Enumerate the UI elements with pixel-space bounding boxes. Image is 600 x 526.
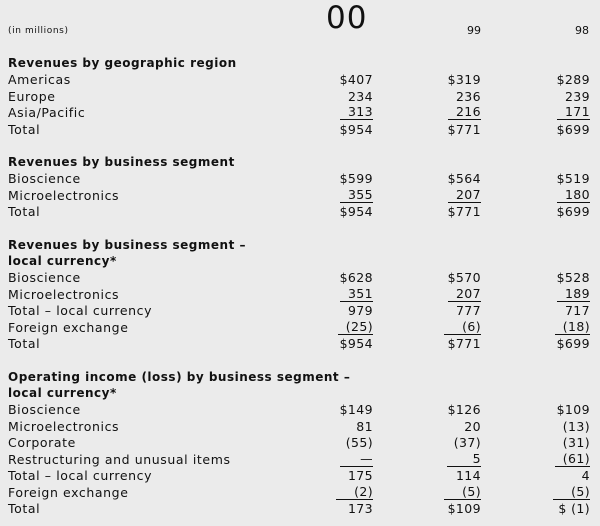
value-cell: 234	[347, 89, 373, 104]
row-label: Total	[8, 204, 41, 219]
value-cell: (5)	[553, 485, 590, 500]
value-cell: (37)	[453, 435, 481, 450]
section-title-operating-income-line2: local currency*	[8, 386, 117, 400]
value-cell: 717	[564, 303, 590, 318]
row-label: Bioscience	[8, 270, 81, 285]
value-cell: 20	[464, 419, 481, 434]
value-cell: $699	[556, 122, 590, 137]
section-title-segment-local-line1: Revenues by business segment –	[8, 238, 246, 252]
value-cell: $954	[339, 204, 373, 219]
value-cell: (18)	[555, 320, 590, 335]
value-cell: 81	[356, 419, 373, 434]
year-1998-heading: 98	[575, 24, 589, 37]
value-cell: $570	[447, 270, 481, 285]
row-label: Foreign exchange	[8, 320, 129, 335]
row-label: Bioscience	[8, 402, 81, 417]
value-cell: $771	[447, 204, 481, 219]
value-cell: (25)	[338, 320, 373, 335]
value-cell: 239	[564, 89, 590, 104]
section-title-segment-local-line2: local currency*	[8, 254, 117, 268]
row-label: Americas	[8, 72, 71, 87]
row-label: Total – local currency	[8, 468, 153, 483]
year-2000-heading: 00	[326, 0, 368, 36]
value-cell: 207	[448, 188, 481, 203]
value-cell: $407	[339, 72, 373, 87]
row-label: Corporate	[8, 435, 76, 450]
row-label: Total	[8, 336, 41, 351]
value-cell: $628	[339, 270, 373, 285]
value-cell: $699	[556, 336, 590, 351]
row-label: Microelectronics	[8, 287, 120, 302]
row-label: Asia/Pacific	[8, 105, 86, 120]
value-cell: (2)	[336, 485, 373, 500]
value-cell: $ (1)	[558, 501, 590, 516]
value-cell: (31)	[562, 435, 590, 450]
value-cell: $149	[339, 402, 373, 417]
value-cell: $771	[447, 336, 481, 351]
row-label: Europe	[8, 89, 56, 104]
value-cell: (55)	[345, 435, 373, 450]
row-label: Microelectronics	[8, 188, 120, 203]
value-cell: 777	[455, 303, 481, 318]
value-cell: (5)	[444, 485, 481, 500]
value-cell: (6)	[444, 320, 481, 335]
value-cell: $519	[556, 171, 590, 186]
row-label: Total	[8, 122, 41, 137]
section-title-geographic: Revenues by geographic region	[8, 56, 237, 70]
value-cell: 5	[447, 452, 481, 467]
value-cell: $954	[339, 336, 373, 351]
value-cell: 351	[340, 287, 373, 302]
row-label: Foreign exchange	[8, 485, 129, 500]
section-title-business-segment: Revenues by business segment	[8, 155, 235, 169]
value-cell: 355	[340, 188, 373, 203]
value-cell: $528	[556, 270, 590, 285]
value-cell: 173	[347, 501, 373, 516]
value-cell: $289	[556, 72, 590, 87]
value-cell: $954	[339, 122, 373, 137]
value-cell: $771	[447, 122, 481, 137]
row-label: Microelectronics	[8, 419, 120, 434]
value-cell: 216	[448, 105, 481, 120]
value-cell: $109	[556, 402, 590, 417]
value-cell: $126	[447, 402, 481, 417]
row-label: Restructuring and unusual items	[8, 452, 231, 467]
value-cell: 979	[347, 303, 373, 318]
value-cell: $699	[556, 204, 590, 219]
row-label: Bioscience	[8, 171, 81, 186]
value-cell: 180	[557, 188, 590, 203]
year-1999-heading: 99	[467, 24, 481, 37]
value-cell: (13)	[562, 419, 590, 434]
row-label: Total	[8, 501, 41, 516]
value-cell: 236	[455, 89, 481, 104]
value-cell: 189	[557, 287, 590, 302]
value-cell: 207	[448, 287, 481, 302]
value-cell: $319	[447, 72, 481, 87]
value-cell: (61)	[555, 452, 590, 467]
units-note: (in millions)	[8, 26, 69, 36]
value-cell: 4	[581, 468, 590, 483]
section-title-operating-income-line1: Operating income (loss) by business segment –	[8, 370, 351, 384]
value-cell: $564	[447, 171, 481, 186]
value-cell: $109	[447, 501, 481, 516]
value-cell: $599	[339, 171, 373, 186]
value-cell: 171	[557, 105, 590, 120]
value-cell: 175	[347, 468, 373, 483]
value-cell: 313	[340, 105, 373, 120]
value-cell: 114	[455, 468, 481, 483]
value-cell: —	[340, 452, 373, 467]
row-label: Total – local currency	[8, 303, 153, 318]
